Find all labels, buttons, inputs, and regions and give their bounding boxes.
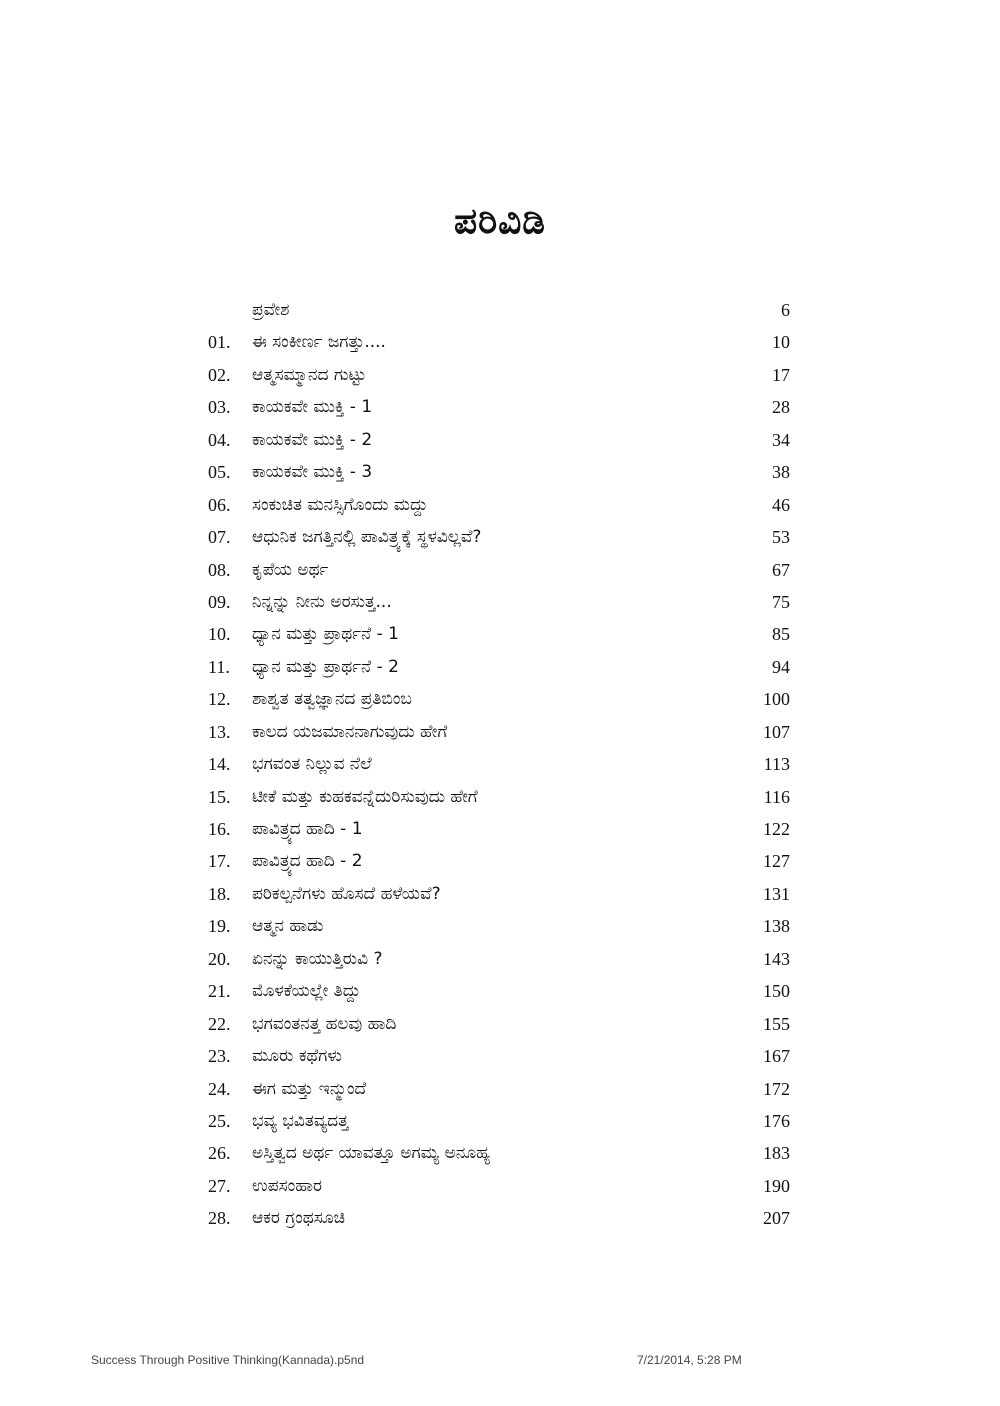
- toc-entry: [0, 651, 1000, 683]
- toc-entry-number: 20.: [208, 948, 231, 969]
- toc-entry-page: 94: [772, 656, 790, 677]
- toc-entry-number: 06.: [208, 494, 231, 515]
- toc-entry-title: ಈ ಸಂಕೀರ್ಣ ಜಗತ್ತು....: [252, 332, 386, 353]
- toc-entry-number: 09.: [208, 591, 231, 612]
- toc-entry-title: ಆಧುನಿಕ ಜಗತ್ತಿನಲ್ಲಿ ಪಾವಿತ್ರ್ಯಕ್ಕೆ ಸ್ಥಳವಿಲ್ಲವೆ?: [252, 527, 482, 548]
- toc-entry: [0, 1137, 1000, 1169]
- toc-entry: [0, 716, 1000, 748]
- toc-entry-number: 08.: [208, 559, 231, 580]
- toc-entry: [0, 813, 1000, 845]
- toc-entry-page: 46: [772, 494, 790, 515]
- toc-entry-title: ಕಾಯಕವೇ ಮುಕ್ತಿ - 1: [252, 397, 373, 418]
- toc-entry: [0, 554, 1000, 586]
- toc-entry: [0, 1202, 1000, 1234]
- toc-entry-number: 14.: [208, 754, 231, 775]
- toc-entry: [0, 781, 1000, 813]
- toc-entry-title: ಕಾಲದ ಯಜಮಾನನಾಗುವುದು ಹೇಗೆ: [252, 721, 448, 742]
- toc-entry: [0, 456, 1000, 488]
- toc-entry-page: 150: [763, 981, 790, 1002]
- toc-entry: [0, 391, 1000, 423]
- toc-entry-page: 107: [763, 721, 790, 742]
- toc-entry-page: 207: [763, 1208, 790, 1229]
- toc-entry-page: 75: [772, 591, 790, 612]
- toc-entry-number: 12.: [208, 689, 231, 710]
- toc-entry: [0, 910, 1000, 942]
- toc-entry-number: 05.: [208, 462, 231, 483]
- toc-entry: [0, 1170, 1000, 1202]
- toc-entry-page: 190: [763, 1175, 790, 1196]
- toc-entry-title: ಆತ್ಮನ ಹಾಡು: [252, 916, 324, 937]
- toc-entry-page: 113: [763, 754, 790, 775]
- toc-entry-number: 27.: [208, 1175, 231, 1196]
- toc-entry-page: 85: [772, 624, 790, 645]
- toc-entry-number: 28.: [208, 1208, 231, 1229]
- footer-filename: Success Through Positive Thinking(Kannada).p5nd: [91, 1353, 365, 1367]
- toc-entry-page: 38: [772, 462, 790, 483]
- toc-entry-page: 183: [763, 1143, 790, 1164]
- toc-entry-title: ಪರಿಕಲ್ಪನೆಗಳು ಹೊಸದೆ ಹಳೆಯವೆ?: [252, 883, 441, 904]
- toc-entry-title: ಏನನ್ನು ಕಾಯುತ್ತಿರುವಿ ?: [252, 948, 383, 969]
- toc-entry-title: ಮೂರು ಕಥೆಗಳು: [252, 1046, 342, 1067]
- toc-entry: [0, 326, 1000, 358]
- toc-entry-title: ಆಕರ ಗ್ರಂಥಸೂಚಿ: [252, 1208, 345, 1229]
- toc-entry: [0, 683, 1000, 715]
- toc-entry-number: 22.: [208, 1013, 231, 1034]
- toc-entry-number: 02.: [208, 364, 231, 385]
- toc-entry-page: 143: [763, 948, 790, 969]
- page-title: ಪರಿವಿಡಿ: [454, 201, 546, 242]
- toc-entry-title: ಆತ್ಮಸಮ್ಮಾನದ ಗುಟ್ಟು: [252, 364, 367, 385]
- toc-entry-number: 24.: [208, 1078, 231, 1099]
- toc-entry-number: 11.: [208, 656, 230, 677]
- toc-entry-title: ಮೊಳಕೆಯಲ್ಲೇ ತಿದ್ದು: [252, 981, 361, 1002]
- toc-entry-title: ಪ್ರವೇಶ: [252, 300, 290, 320]
- toc-entry-title: ಪಾವಿತ್ರ್ಯದ ಹಾದಿ - 2: [252, 851, 363, 872]
- toc-entry-title: ನಿನ್ನನ್ನು ನೀನು ಅರಸುತ್ತ...: [252, 591, 392, 612]
- toc-entry-number: 17.: [208, 851, 231, 872]
- toc-entry: [0, 489, 1000, 521]
- toc-entry-title: ಧ್ಯಾನ ಮತ್ತು ಪ್ರಾರ್ಥನೆ - 2: [252, 656, 399, 677]
- toc-entry-number: 13.: [208, 721, 231, 742]
- toc-entry-number: 10.: [208, 624, 231, 645]
- toc-entry-page: 122: [763, 819, 790, 839]
- toc-entry-title: ಈಗ ಮತ್ತು ಇನ್ಮುಂದೆ: [252, 1078, 367, 1099]
- toc-entry-page: 100: [763, 689, 790, 710]
- toc-entry-title: ಭಗವಂತನತ್ತ ಹಲವು ಹಾದಿ: [252, 1013, 397, 1034]
- toc-entry-number: 01.: [208, 332, 231, 353]
- toc-entry: [0, 294, 1000, 326]
- toc-entry-number: 16.: [208, 819, 231, 839]
- toc-entry-page: 6: [781, 300, 790, 320]
- toc-entry-title: ಉಪಸಂಹಾರ: [252, 1175, 322, 1196]
- toc-entry-title: ಪಾವಿತ್ರ್ಯದ ಹಾದಿ - 1: [252, 819, 363, 839]
- toc-entry-number: 25.: [208, 1110, 231, 1131]
- toc-entry-page: 131: [763, 883, 790, 904]
- toc-entry-page: 138: [763, 916, 790, 937]
- toc-entry-number: 19.: [208, 916, 231, 937]
- toc-entry: [0, 586, 1000, 618]
- toc-entry: [0, 943, 1000, 975]
- toc-entry-number: 23.: [208, 1046, 231, 1067]
- toc-entry: [0, 975, 1000, 1007]
- toc-entry-page: 17: [772, 364, 790, 385]
- toc-entry: [0, 748, 1000, 780]
- table-of-contents: [0, 294, 1000, 1235]
- toc-entry-title: ಟೀಕೆ ಮತ್ತು ಕುಹಕವನ್ನೆದುರಿಸುವುದು ಹೇಗೆ: [252, 786, 478, 807]
- toc-entry-number: 18.: [208, 883, 231, 904]
- toc-entry-title: ಭಗವಂತ ನಿಲ್ಲುವ ನೆಲೆ: [252, 754, 372, 775]
- toc-entry: [0, 424, 1000, 456]
- toc-entry: [0, 1105, 1000, 1137]
- toc-entry-page: 53: [772, 527, 790, 548]
- toc-entry: [0, 618, 1000, 650]
- toc-entry: [0, 521, 1000, 553]
- toc-entry-title: ಕಾಯಕವೇ ಮುಕ್ತಿ - 3: [252, 462, 373, 483]
- toc-entry: [0, 1040, 1000, 1072]
- toc-entry-page: 34: [772, 429, 790, 450]
- toc-entry-title: ಸಂಕುಚಿತ ಮನಸ್ಸಿಗೊಂದು ಮದ್ದು: [252, 494, 428, 515]
- toc-entry-page: 127: [763, 851, 790, 872]
- toc-entry-page: 176: [763, 1110, 790, 1131]
- toc-entry-number: 21.: [208, 981, 231, 1002]
- toc-entry-page: 67: [772, 559, 790, 580]
- toc-entry-number: 26.: [208, 1143, 231, 1164]
- toc-entry: [0, 1073, 1000, 1105]
- toc-entry-page: 10: [772, 332, 790, 353]
- toc-entry-page: 155: [763, 1013, 790, 1034]
- toc-entry: [0, 878, 1000, 910]
- toc-entry-title: ಅಸ್ತಿತ್ವದ ಅರ್ಥ ಯಾವತ್ತೂ ಅಗಮ್ಯ ಅನೂಹ್ಯ: [252, 1143, 491, 1164]
- toc-entry-page: 167: [763, 1046, 790, 1067]
- footer-timestamp: 7/21/2014, 5:28 PM: [637, 1353, 742, 1367]
- toc-entry: [0, 1008, 1000, 1040]
- toc-entry-title: ಕಾಯಕವೇ ಮುಕ್ತಿ - 2: [252, 429, 373, 450]
- toc-entry-page: 172: [763, 1078, 790, 1099]
- toc-entry: [0, 845, 1000, 877]
- toc-entry-number: 04.: [208, 429, 231, 450]
- toc-entry-number: 15.: [208, 786, 231, 807]
- toc-entry-page: 116: [763, 786, 790, 807]
- toc-entry-title: ಕೃಪೆಯ ಅರ್ಥ: [252, 559, 329, 580]
- toc-entry-number: 03.: [208, 397, 231, 418]
- toc-entry-title: ಧ್ಯಾನ ಮತ್ತು ಪ್ರಾರ್ಥನೆ - 1: [252, 624, 399, 645]
- toc-entry-number: 07.: [208, 527, 231, 548]
- toc-entry-title: ಶಾಶ್ವತ ತತ್ವಜ್ಞಾನದ ಪ್ರತಿಬಿಂಬ: [252, 689, 412, 710]
- toc-entry-page: 28: [772, 397, 790, 418]
- toc-entry-title: ಭವ್ಯ ಭವಿತವ್ಯದತ್ತ: [252, 1110, 349, 1131]
- toc-entry: [0, 359, 1000, 391]
